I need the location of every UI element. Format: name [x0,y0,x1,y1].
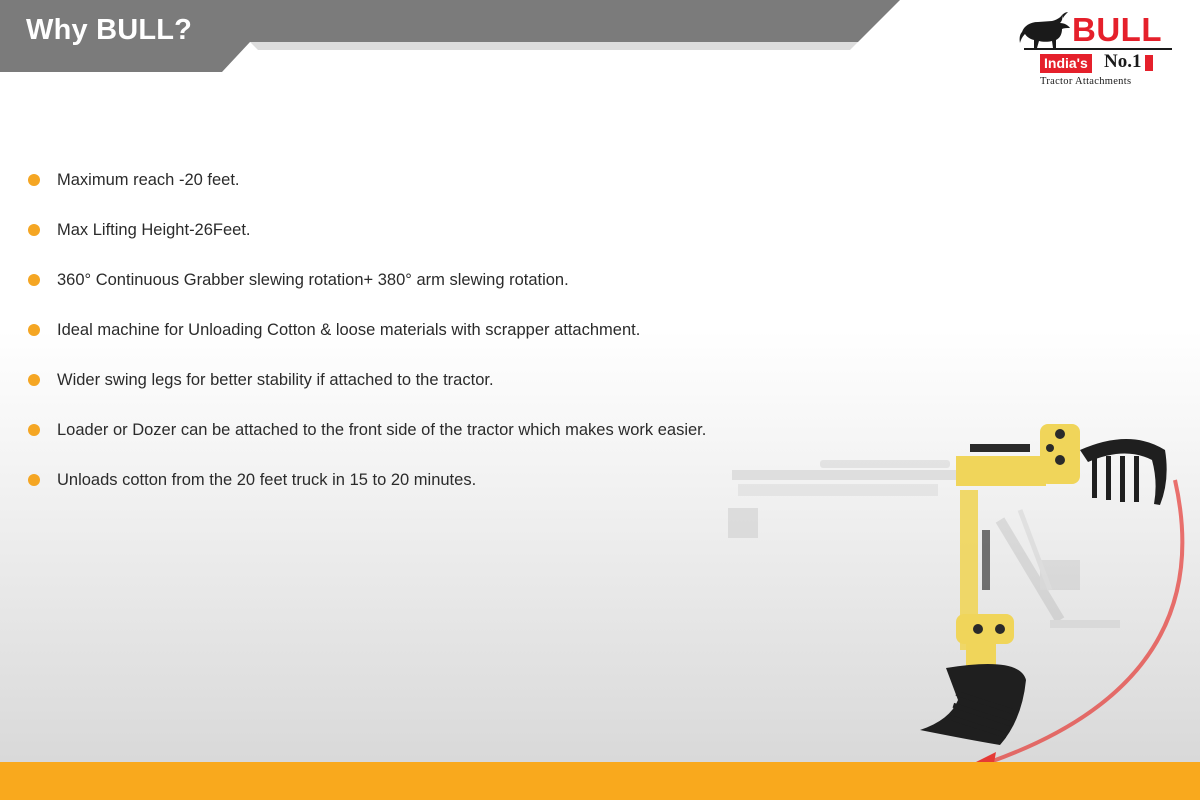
feature-item [28,268,706,318]
feature-item [28,368,706,418]
lower-rake [920,664,1026,745]
bullet-icon [28,324,40,336]
feature-item [28,468,706,518]
bullet-icon [28,224,40,236]
lower-grabber-head [956,614,1014,668]
bullet-icon [28,474,40,486]
feature-item [28,218,706,268]
feature-text: 360° Continuous Grabber slewing rotation+ 380° arm slewing rotation. [57,271,569,289]
feature-item [28,318,706,368]
bullet-icon [28,374,40,386]
feature-text: Wider swing legs for better stability if attached to the tractor. [57,371,494,389]
feature-text: Loader or Dozer can be attached to the front side of the tractor which makes work easier. [57,421,707,439]
feature-text: Unloads cotton from the 20 feet truck in 15 to 20 minutes. [57,471,477,489]
logo-subtitle: Tractor Attachments [1040,76,1132,87]
feature-text: Ideal machine for Unloading Cotton & loose materials with scrapper attachment. [57,321,641,339]
ghost-arm-horizontal [728,460,962,538]
bullet-icon [28,424,40,436]
footer-band [0,762,1200,800]
bullet-icon [28,274,40,286]
feature-text: Maximum reach -20 feet. [57,171,240,189]
ghost-arm-diagonal [1000,510,1120,628]
logo-divider [1024,48,1172,50]
bull-icon [1018,12,1072,52]
horizontal-cylinder [970,444,1030,452]
horizontal-boom [956,456,1046,486]
page-title: Why BULL? [26,14,193,46]
top-grabber-head [1040,424,1080,484]
bull-logo [1018,10,1178,90]
logo-accent-bar [1145,55,1153,71]
logo-tag-india: India's [1040,54,1092,73]
top-rake [1080,439,1167,505]
logo-brand: BULL [1072,11,1162,48]
logo-tag-no1: No.1 [1104,51,1142,72]
feature-item [28,418,706,468]
feature-text: Max Lifting Height-26Feet. [57,221,251,239]
feature-list [28,168,706,518]
grabber-arm-illustration [720,400,1200,780]
header-band [0,0,900,72]
vertical-cylinder [982,530,990,590]
feature-item [28,168,706,218]
bullet-icon [28,174,40,186]
